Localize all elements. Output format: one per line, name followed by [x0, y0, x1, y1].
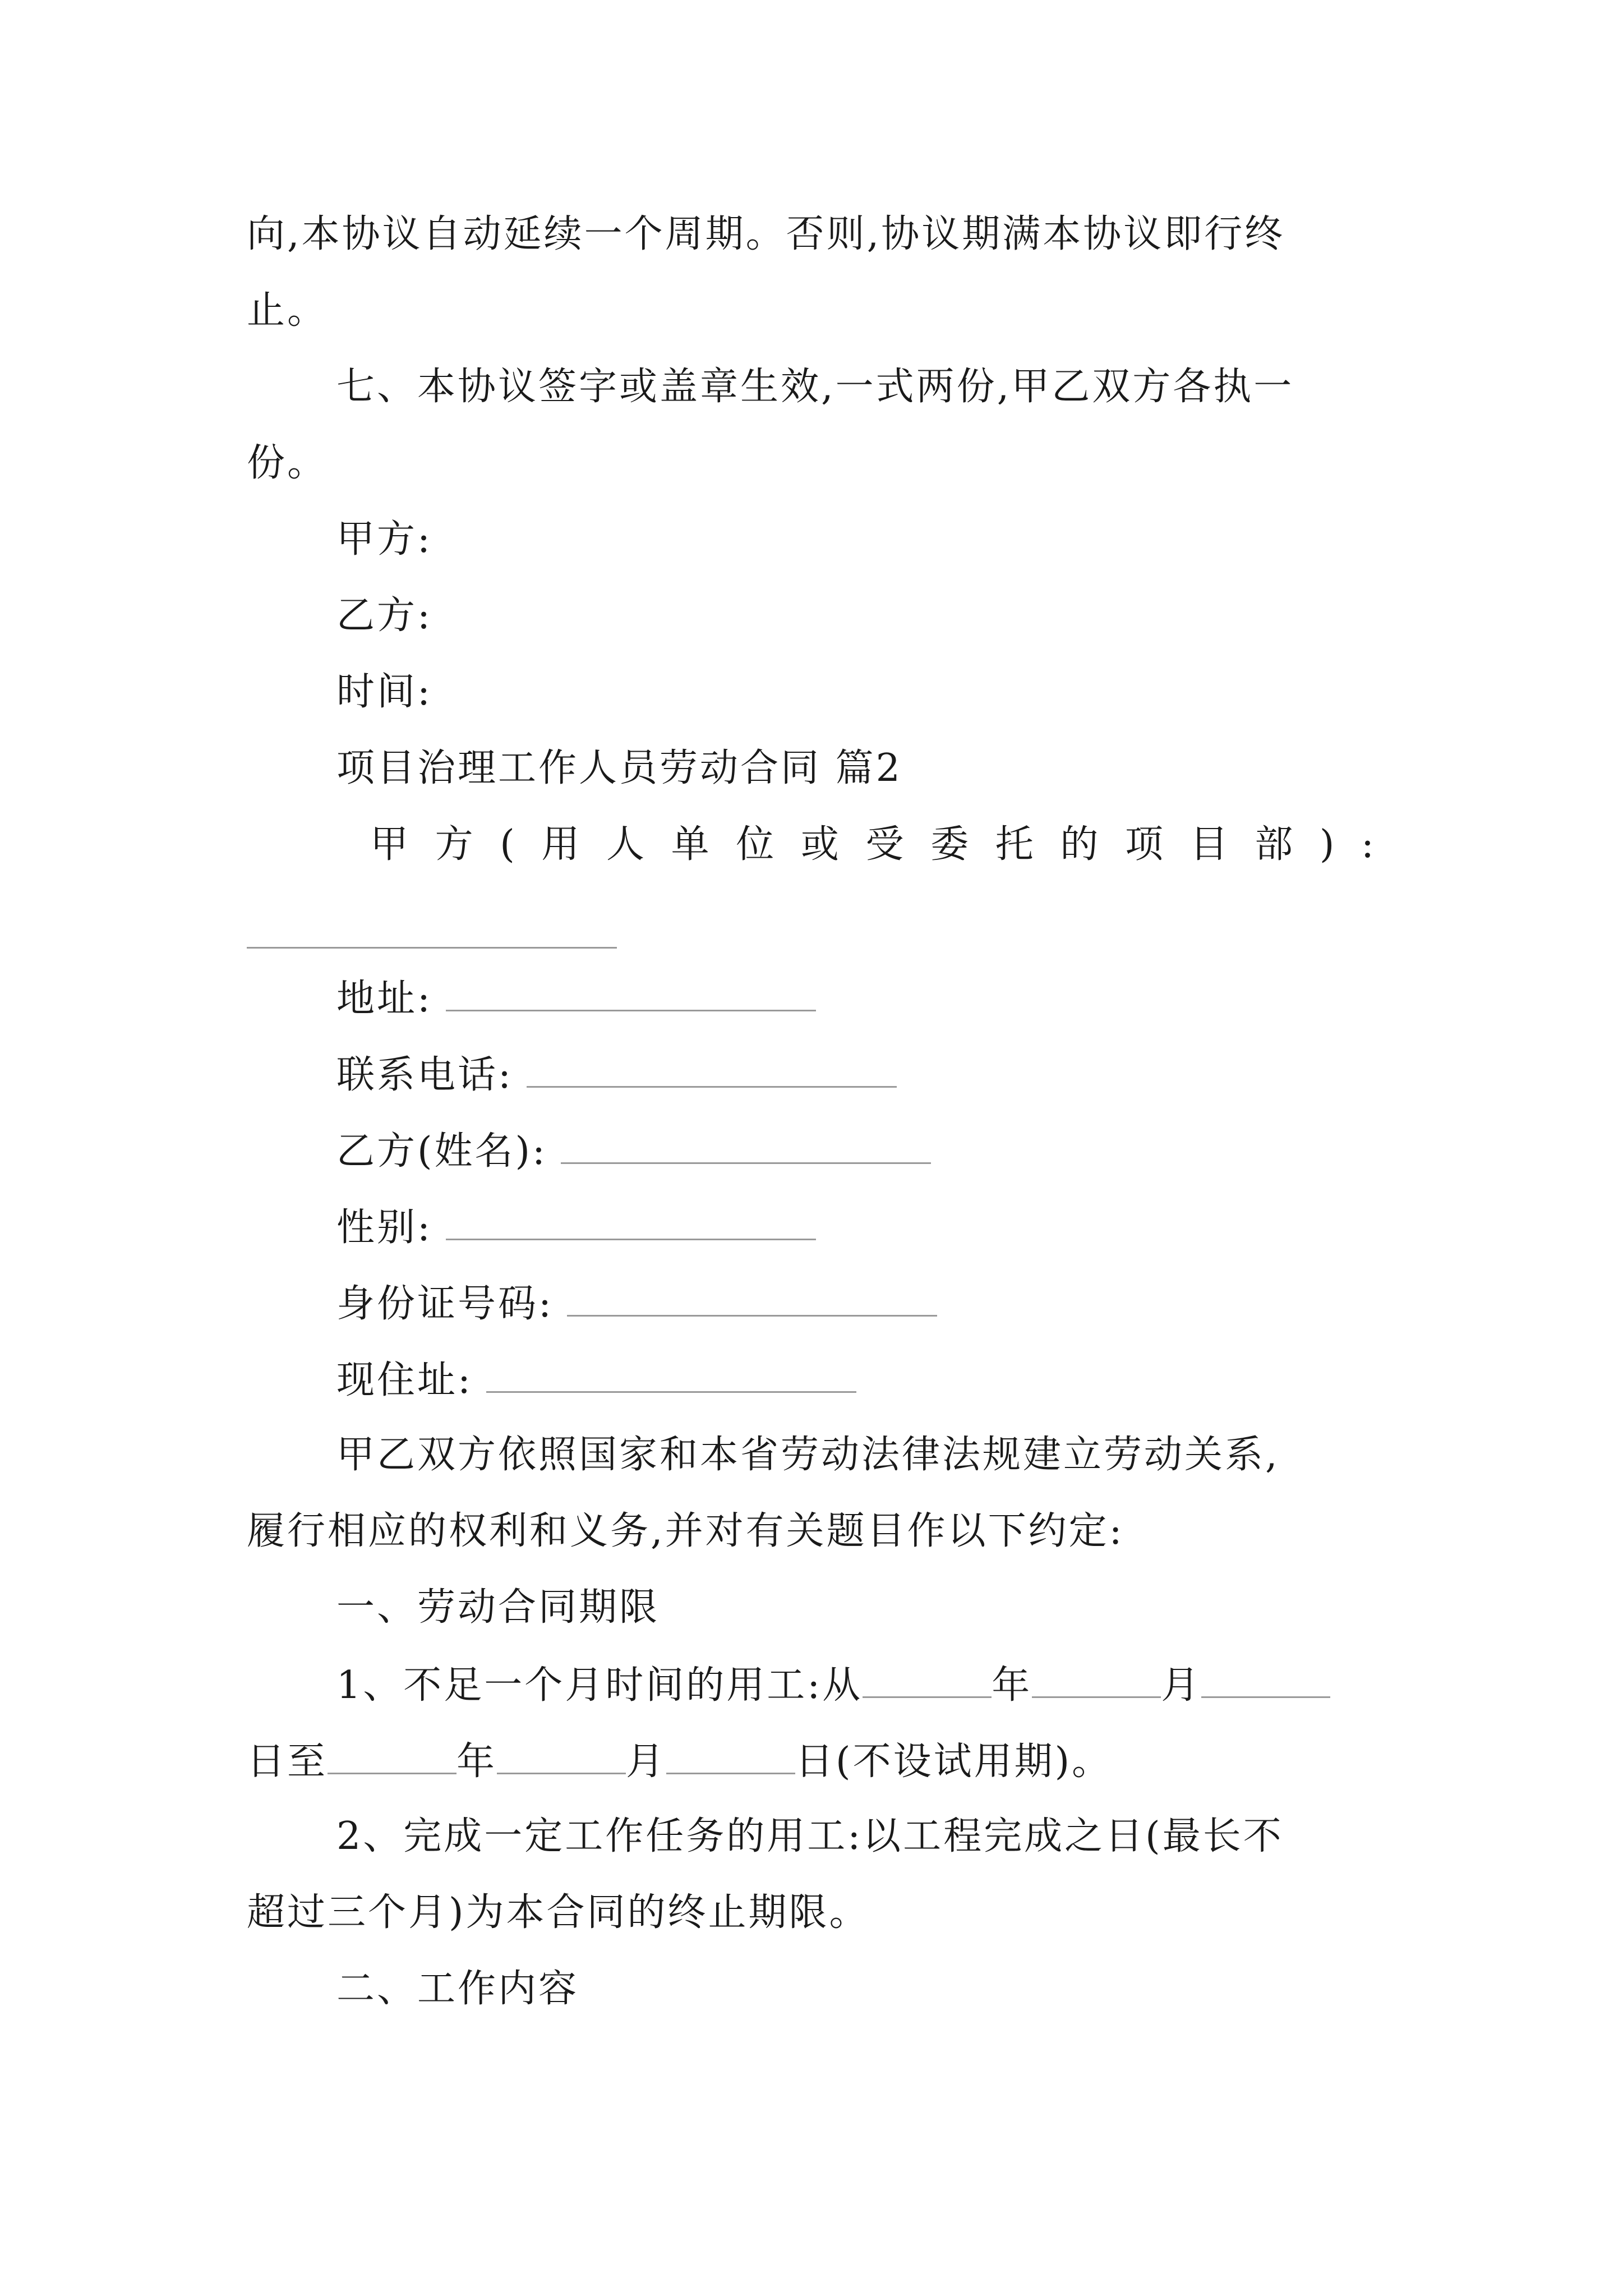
heading-char: 用 — [541, 822, 580, 867]
text-line: 向,本协议自动延续一个周期。否则,协议期满本协议即行终 — [247, 212, 1285, 256]
signature-date-label: 时间: — [336, 670, 432, 714]
heading-char: 委 — [930, 822, 969, 867]
heading-char: 部 — [1255, 822, 1293, 867]
address-field — [336, 975, 816, 1022]
party-b-name-label: 乙方(姓名): — [336, 1129, 547, 1174]
party-a-heading — [370, 822, 1374, 867]
gender-label: 性别: — [336, 1205, 432, 1250]
clause-two-line-2: 超过三个月)为本合同的终止期限。 — [247, 1890, 870, 1935]
month-blank — [497, 1738, 626, 1774]
current-address-label: 现住址: — [336, 1358, 473, 1402]
current-address-blank — [486, 1356, 856, 1393]
heading-char: 位 — [736, 822, 774, 867]
heading-char: 或 — [800, 822, 839, 867]
gender-blank — [446, 1204, 816, 1240]
clause-one-line-2 — [247, 1738, 1112, 1784]
heading-char: ) — [1319, 822, 1335, 867]
heading-char: 人 — [606, 822, 645, 867]
text-line: 止。 — [247, 288, 328, 333]
section-heading: 一、劳动合同期限 — [336, 1585, 660, 1630]
clause-text: 日(不设试用期)。 — [795, 1740, 1113, 1784]
day-blank — [666, 1738, 795, 1774]
phone-label: 联系电话: — [336, 1053, 513, 1097]
id-number-label: 身份证号码: — [336, 1282, 554, 1326]
year-blank — [863, 1662, 992, 1698]
party-b-name-blank — [561, 1128, 931, 1164]
address-blank — [446, 975, 816, 1011]
clause-text: 日至 — [247, 1740, 328, 1784]
heading-char: 托 — [995, 822, 1034, 867]
phone-blank — [527, 1051, 897, 1088]
id-number-blank — [567, 1280, 937, 1317]
section-heading: 二、工作内容 — [336, 1967, 579, 2011]
party-b-name-field — [336, 1128, 931, 1174]
heading-char: 受 — [865, 822, 904, 867]
heading-char: 目 — [1189, 822, 1228, 867]
year-blank — [328, 1738, 457, 1774]
address-label: 地址: — [336, 977, 432, 1021]
month-label: 月 — [626, 1740, 667, 1784]
clause-one-line — [336, 1662, 1330, 1708]
heading-char: 项 — [1125, 822, 1164, 867]
party-a-blank-line — [247, 947, 617, 949]
heading-char: 的 — [1060, 822, 1099, 867]
text-line: 份。 — [247, 441, 328, 485]
section-heading: 项目治理工作人员劳动合同 篇2 — [336, 746, 902, 790]
id-number-field — [336, 1280, 937, 1327]
heading-char: 方 — [435, 822, 473, 867]
heading-char: 单 — [671, 822, 709, 867]
signature-party-a-label: 甲方: — [336, 517, 432, 562]
clause-text: 1、不足一个月时间的用工:从 — [336, 1663, 863, 1708]
month-blank — [1032, 1662, 1161, 1698]
year-label: 年 — [992, 1663, 1032, 1708]
current-address-field — [336, 1356, 856, 1403]
month-label: 月 — [1161, 1663, 1202, 1708]
signature-party-b-label: 乙方: — [336, 593, 432, 638]
clause-seven: 七、本协议签字或盖章生效,一式两份,甲乙双方各执一 — [336, 365, 1294, 409]
phone-field — [336, 1051, 897, 1098]
heading-char: : — [1361, 822, 1374, 867]
year-label: 年 — [457, 1740, 497, 1784]
paragraph-line: 履行相应的权利和义务,并对有关题目作以下约定: — [247, 1509, 1124, 1553]
heading-char: ( — [500, 822, 515, 867]
gender-field — [336, 1204, 816, 1250]
day-blank — [1201, 1662, 1330, 1698]
heading-char: 甲 — [370, 822, 409, 867]
clause-two-line: 2、完成一定工作任务的用工:以工程完成之日(最长不 — [336, 1814, 1284, 1858]
paragraph-line: 甲乙双方依照国家和本省劳动法律法规建立劳动关系, — [336, 1433, 1280, 1477]
